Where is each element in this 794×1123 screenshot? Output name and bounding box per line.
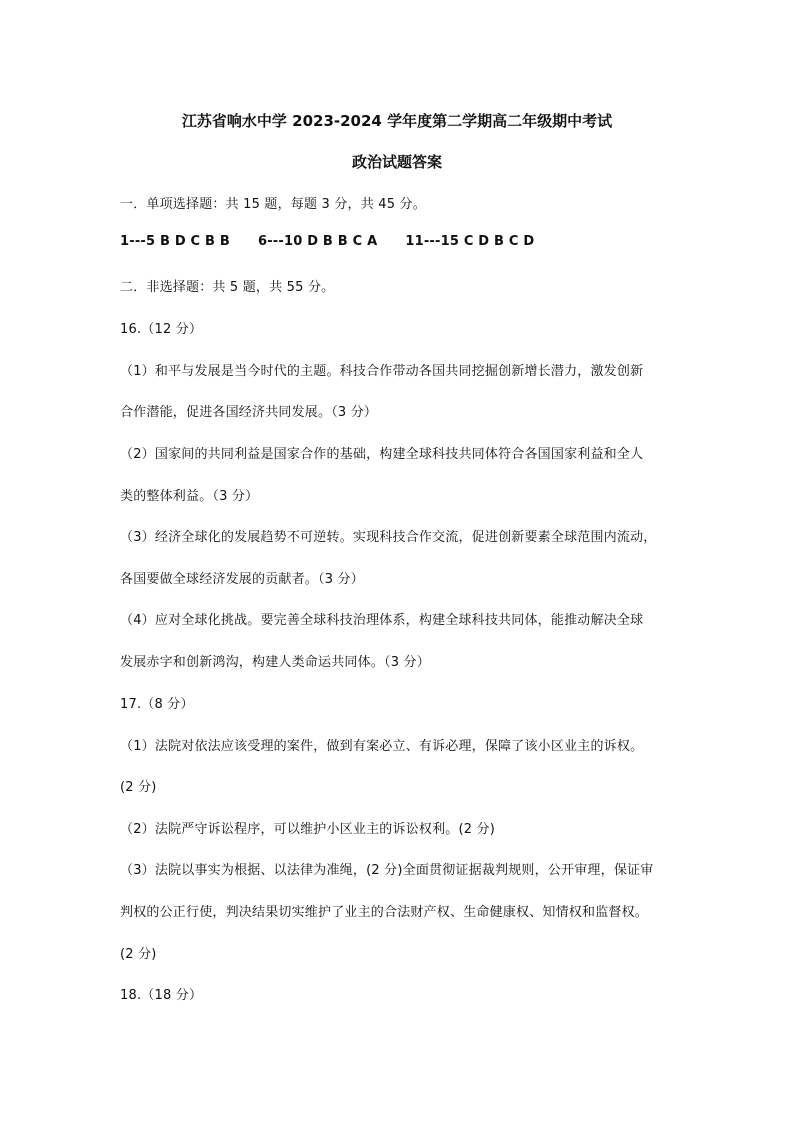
- q16-point3-line1: （3）经济全球化的发展趋势不可逆转。实现科技合作交流，促进创新要素全球范围内流动，: [120, 530, 657, 545]
- q16-point1-line2: 合作潜能，促进各国经济共同发展。（3 分）: [120, 405, 378, 420]
- q17-point2-line1: （2）法院严守诉讼程序，可以维护小区业主的诉讼权利。(2 分): [120, 822, 496, 837]
- q16-point4-line1: （4）应对全球化挑战。要完善全球科技治理体系，构建全球科技共同体，能推动解决全球: [120, 613, 644, 628]
- q17-label: 17.（8 分）: [120, 697, 194, 712]
- answers-6-10: 6---10 D B B C A: [257, 234, 378, 249]
- q16-point3-line2: 各国要做全球经济发展的贡献者。（3 分）: [120, 572, 364, 587]
- q17-point1-line1: （1）法院对依法应该受理的案件，做到有案必立、有诉必理，保障了该小区业主的诉权。: [120, 739, 644, 754]
- section1-answer-key: [120, 234, 534, 249]
- exam-subtitle: 政治试题答案: [351, 153, 442, 171]
- q17-point3-line2: 判权的公正行使，判决结果切实维护了业主的合法财产权、生命健康权、知情权和监督权。: [120, 905, 649, 920]
- answers-11-15: 11---15 C D B C D: [405, 234, 535, 249]
- q18-label: 18.（18 分）: [120, 988, 203, 1003]
- q17-point1-line2: (2 分): [120, 780, 157, 795]
- q16-point2-line2: 类的整体利益。（3 分）: [120, 489, 259, 504]
- q17-point3-line3: (2 分): [120, 947, 157, 962]
- section1-heading: 一．单项选择题：共 15 题，每题 3 分，共 45 分。: [120, 197, 426, 212]
- q16-point1-line1: （1）和平与发展是当今时代的主题。科技合作带动各国共同挖掘创新增长潜力，激发创新: [120, 364, 644, 379]
- section2-heading: 二．非选择题：共 5 题，共 55 分。: [120, 280, 335, 295]
- q17-point3-line1: （3）法院以事实为根据、以法律为准绳，(2 分)全面贯彻证据裁判规则，公开审理，保证审: [120, 863, 654, 878]
- answers-1-5: 1---5 B D C B B: [120, 234, 230, 249]
- q16-point4-line2: 发展赤字和创新鸿沟，构建人类命运共同体。（3 分）: [120, 655, 430, 670]
- q16-label: 16.（12 分）: [120, 322, 203, 337]
- q16-point2-line1: （2）国家间的共同利益是国家合作的基础，构建全球科技共同体符合各国国家利益和全人: [120, 447, 644, 462]
- exam-title: 江苏省响水中学 2023-2024 学年度第二学期高二年级期中考试: [181, 112, 613, 130]
